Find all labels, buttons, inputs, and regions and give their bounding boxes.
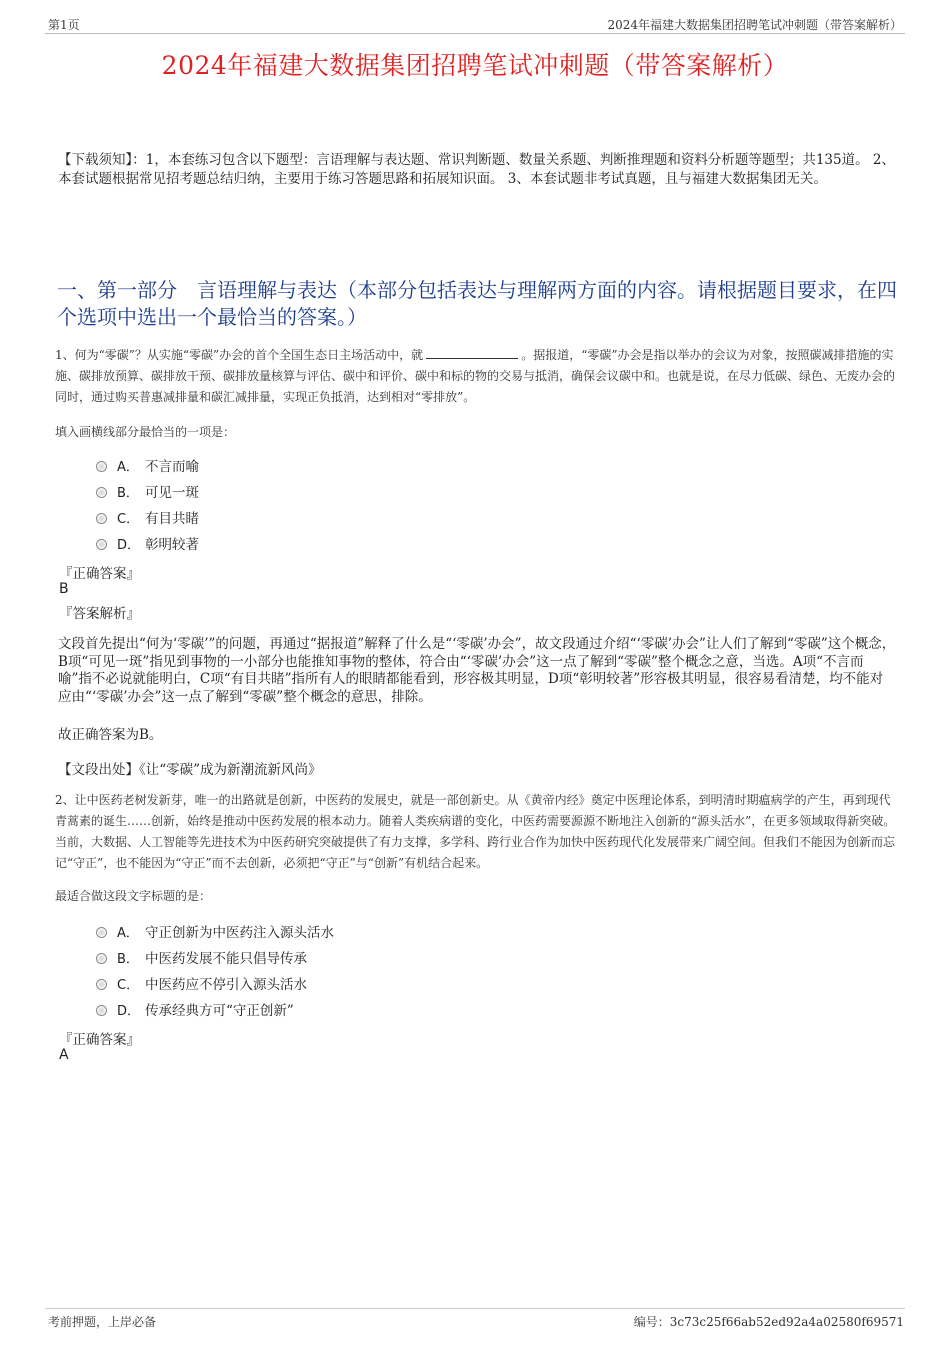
radio-icon[interactable]	[96, 513, 107, 524]
question-1-prompt: 填入画横线部分最恰当的一项是：	[55, 425, 236, 439]
q1-option-b[interactable]	[96, 478, 199, 504]
q1-conclusion: 故正确答案为B。	[58, 727, 163, 743]
question-2-text: 2、让中医药老树发新芽，唯一的出路就是创新，中医药的发展史，就是一部创新史。从《黄帝内经》奠定中医理论体系，到明清时期瘟病学的产生，再到现代青蒿素的诞生……创新，始终是推动中医药发展的根本动力。随着人类疾病谱的变化，中医药需要源源不断地注入创新的“源头活水”，在更多领域取得新突破。当前，大数据、人工智能等先进技术为中医药研究突破提供了有力支撑，多学科、跨行业合作为加快中医药现代化发展带来广阔空间。但我们不能因为创新而忘记“守正”，也不能因为“守正”而不去创新，必须把“守正”与“创新”有机结合起来。	[55, 793, 896, 870]
question-1-text	[55, 345, 900, 408]
q2-answer-label: 『正确答案』	[59, 1032, 140, 1048]
radio-icon[interactable]	[96, 927, 107, 938]
q1-answer-label: 『正确答案』	[59, 566, 140, 582]
option-letter: D．	[117, 1003, 141, 1019]
download-notice: 【下载须知】：1，本套练习包含以下题型：言语理解与表达题、常识判断题、数量关系题、判断推理题和资料分析题等题型；共135道。 2、本套试题根据常见招考题总结归纳，主要用于练习答题思路和拓展知识面。 3、本套试题非考试真题，且与福建大数据集团无关。	[58, 152, 895, 187]
running-header-title: 2024年福建大数据集团招聘笔试冲刺题（带答案解析）	[607, 18, 902, 32]
question-1-text-before: 1、何为“零碳”？从实施“零碳”办会的首个全国生态日主场活动中，就	[55, 348, 424, 362]
q1-analysis-text: 文段首先提出“何为‘零碳’”的问题，再通过“据报道”解释了什么是“‘零碳’办会”，故文段通过介绍“‘零碳’办会”让人们了解到“零碳”这个概念，B项“可见一斑”指见到事物的一小部分也能推知事物的整体，符合由“‘零碳’办会”这一点了解到“零碳”整个概念之意，当选。A项“不言而喻”指不必说就能明白，C项“有目共睹”指所有人的眼睛都能看到，形容极其明显，D项“彰明较著”形容极其明显，很容易看清楚，均不能对应由“‘零碳’办会”这一点了解到“零碳”整个概念的意思，排除。	[58, 636, 896, 705]
option-text: 中医药发展不能只倡导传承	[145, 951, 307, 967]
q2-option-c[interactable]	[96, 970, 334, 996]
radio-icon[interactable]	[96, 1005, 107, 1016]
q2-answer-value: A	[59, 1047, 69, 1063]
question-1-text-after: 。据报道，“零碳”办会是指以举办的会议为对象，按照碳减排措施的实施、碳排放预算、碳排放干预、碳排放量核算与评估、碳中和评价、碳中和标的物的交易与抵消，确保会议碳中和。也就是说，在尽力低碳、绿色、无废办会的同时，通过购买普惠减排量和碳汇减排量，实现正负抵消，达到相对“零排放”。	[55, 348, 896, 404]
option-letter: C．	[117, 511, 140, 527]
radio-icon[interactable]	[96, 487, 107, 498]
radio-icon[interactable]	[96, 953, 107, 964]
footer-divider	[45, 1308, 905, 1309]
q2-option-a[interactable]	[96, 918, 334, 944]
q1-source: 【文段出处】《让“零碳”成为新潮流新风尚》	[58, 762, 322, 778]
q1-analysis-label: 『答案解析』	[59, 606, 140, 622]
q1-option-a[interactable]	[96, 452, 199, 478]
footer-slogan: 考前押题，上岸必备	[48, 1315, 157, 1329]
document-title: 2024年福建大数据集团招聘笔试冲刺题（带答案解析）	[161, 51, 789, 80]
page-number-label: 第1页	[48, 18, 80, 32]
fill-in-blank	[426, 346, 518, 359]
q1-option-c[interactable]	[96, 504, 199, 530]
option-letter: D．	[117, 537, 141, 553]
radio-icon[interactable]	[96, 539, 107, 550]
header-divider	[45, 33, 905, 34]
option-letter: A．	[117, 459, 139, 475]
question-2-options	[96, 918, 334, 1022]
radio-icon[interactable]	[96, 979, 107, 990]
section-heading: 一、第一部分 言语理解与表达（本部分包括表达与理解两方面的内容。请根据题目要求，在四个选项中选出一个最恰当的答案。）	[57, 278, 897, 329]
option-letter: B．	[117, 485, 139, 501]
option-text: 有目共睹	[145, 511, 199, 527]
option-letter: A．	[117, 925, 139, 941]
q2-option-b[interactable]	[96, 944, 334, 970]
option-letter: C．	[117, 977, 140, 993]
question-1-options	[96, 452, 199, 556]
radio-icon[interactable]	[96, 461, 107, 472]
q2-option-d[interactable]	[96, 996, 334, 1022]
option-text: 彰明较著	[145, 537, 199, 553]
option-text: 守正创新为中医药注入源头活水	[145, 925, 334, 941]
q1-answer-value: B	[59, 581, 69, 597]
option-text: 中医药应不停引入源头活水	[145, 977, 307, 993]
question-2-prompt: 最适合做这段文字标题的是：	[55, 889, 212, 903]
option-letter: B．	[117, 951, 139, 967]
footer-code: 编号：3c73c25f66ab52ed92a4a02580f69571	[633, 1315, 904, 1329]
option-text: 不言而喻	[145, 459, 199, 475]
option-text: 可见一斑	[145, 485, 199, 501]
q1-option-d[interactable]	[96, 530, 199, 556]
option-text: 传承经典方可“守正创新”	[145, 1003, 294, 1019]
